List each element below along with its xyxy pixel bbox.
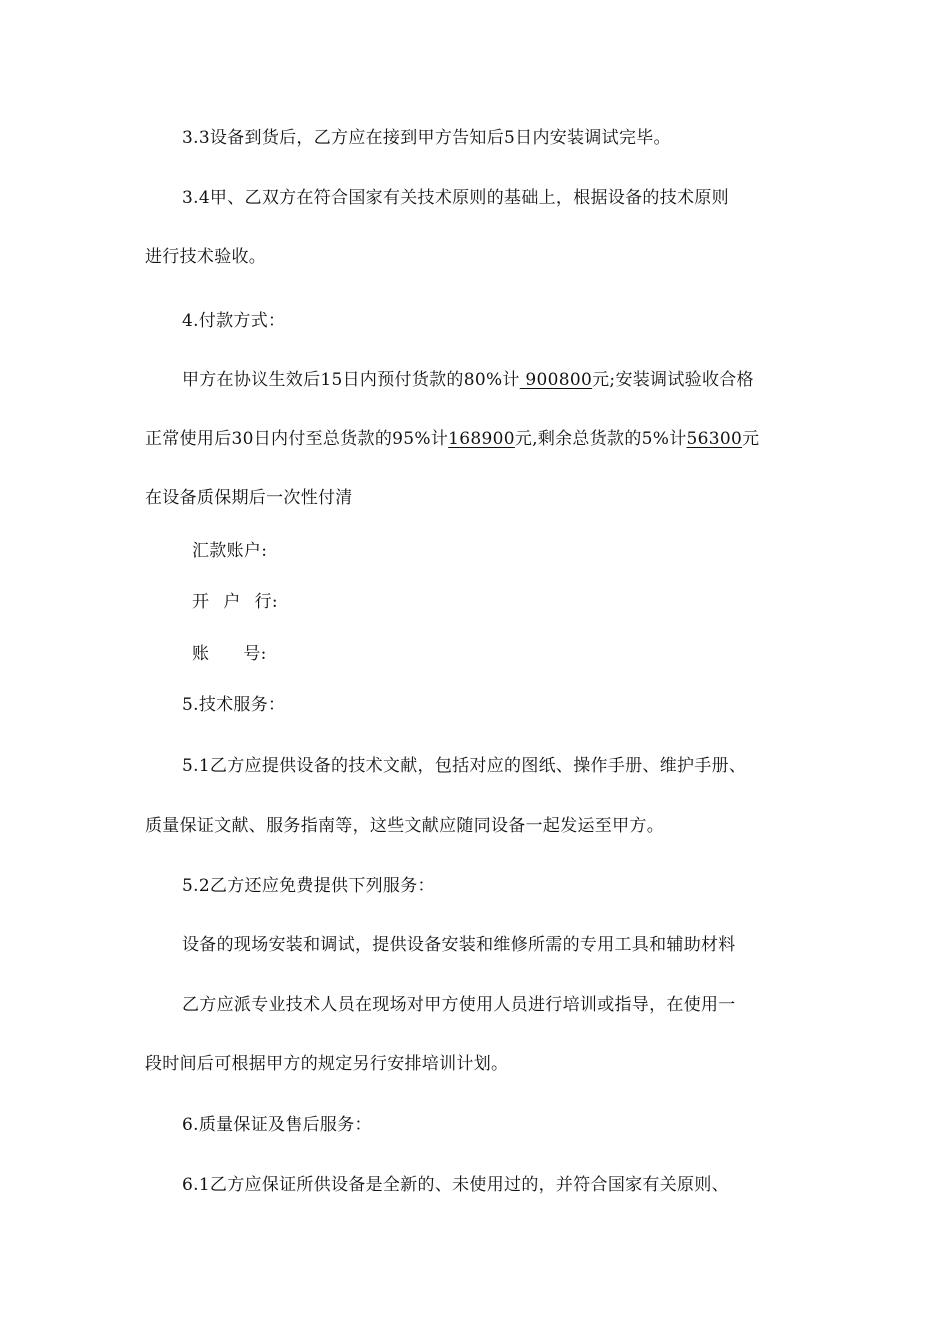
clause-5-1-line1: 5.1乙方应提供设备的技术文献，包括对应的图纸、操作手册、维护手册、 xyxy=(182,756,747,776)
bank-label-char3: 行: xyxy=(254,592,278,612)
clause-3-4-line1: 3.4甲、乙双方在符合国家有关技术原则的基础上，根据设备的技术原则 xyxy=(182,188,729,208)
section-4-title: 4.付款方式： xyxy=(182,311,286,331)
account-label-char1: 账 xyxy=(192,644,210,664)
payment-line1-suffix: 元;安装调试验收合格 xyxy=(592,370,754,390)
clause-3-3: 3.3设备到货后，乙方应在接到甲方告知后5日内安装调试完毕。 xyxy=(182,128,671,148)
payment-line2-prefix: 正常使用后30日内付至总货款的95%计 xyxy=(145,429,449,449)
payment-line3: 在设备质保期后一次性付清 xyxy=(145,488,353,508)
advance-amount: 900800 xyxy=(519,370,593,390)
remaining-amount: 56300 xyxy=(686,429,743,449)
clause-6-1-line1: 6.1乙方应保证所供设备是全新的、未使用过的，并符合国家有关原则、 xyxy=(182,1175,729,1195)
account-label-char2: 号: xyxy=(243,644,267,664)
payment-line2-suffix: 元 xyxy=(742,429,760,449)
section-6-title: 6.质量保证及售后服务： xyxy=(182,1115,372,1135)
account-holder-label: 汇款账户: xyxy=(192,541,268,561)
payment-line2-middle: 元,剩余总货款的5%计 xyxy=(514,429,687,449)
service-item-2-line2: 段时间后可根据甲方的规定另行安排培训计划。 xyxy=(145,1054,509,1074)
bank-label-char2: 户 xyxy=(223,592,241,612)
second-amount: 168900 xyxy=(448,429,515,449)
service-item-1: 设备的现场安装和调试，提供设备安装和维修所需的专用工具和辅助材料 xyxy=(182,935,736,955)
section-5-title: 5.技术服务： xyxy=(182,695,286,715)
payment-line1 xyxy=(182,369,754,391)
clause-5-1-line2: 质量保证文献、服务指南等，这些文献应随同设备一起发运至甲方。 xyxy=(145,816,664,836)
payment-line2 xyxy=(145,428,759,450)
clause-3-4-line2: 进行技术验收。 xyxy=(145,247,267,267)
clause-5-2: 5.2乙方还应免费提供下列服务： xyxy=(182,876,435,896)
bank-label-char1: 开 xyxy=(192,592,210,612)
payment-line1-prefix: 甲方在协议生效后15日内预付货款的80%计 xyxy=(182,370,520,390)
bank-label xyxy=(192,591,278,613)
account-number-label xyxy=(192,643,267,665)
service-item-2-line1: 乙方应派专业技术人员在现场对甲方使用人员进行培训或指导，在使用一 xyxy=(182,995,736,1015)
